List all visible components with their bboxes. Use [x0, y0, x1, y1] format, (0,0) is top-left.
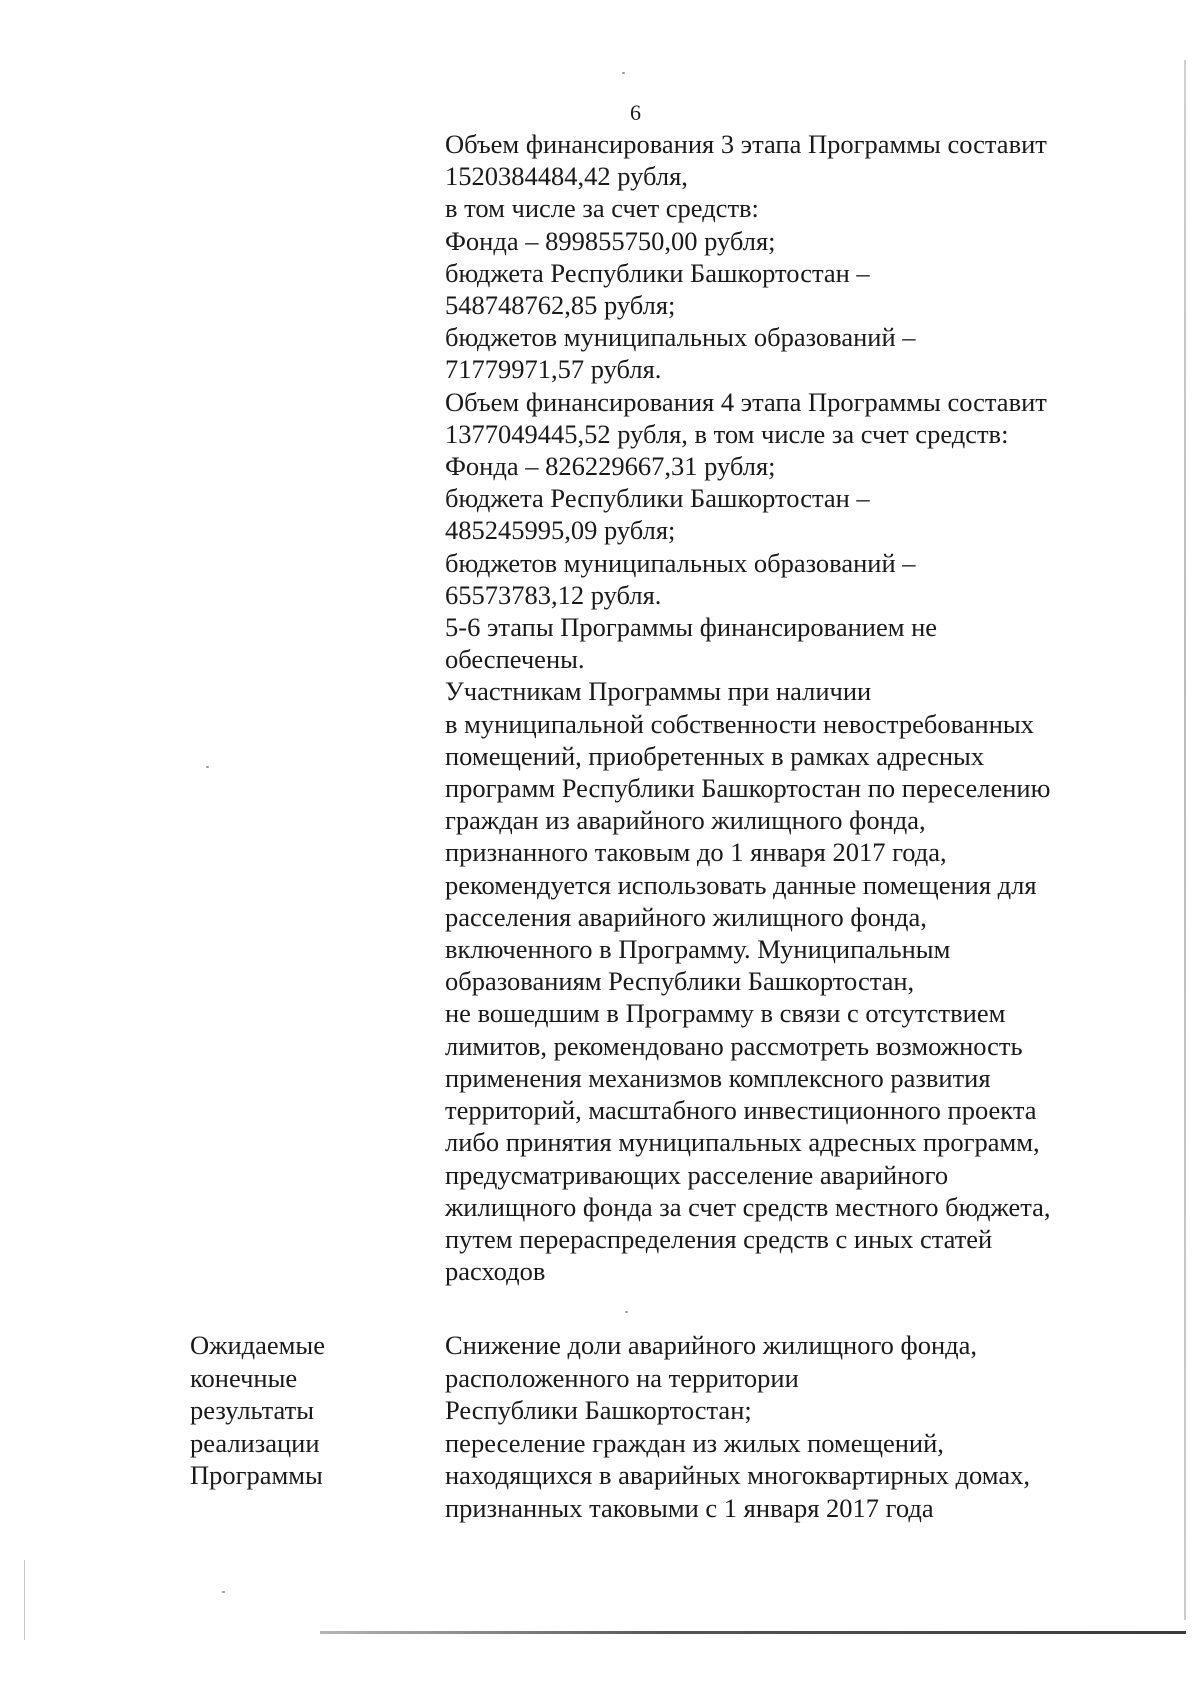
page-number: 6 [630, 100, 641, 125]
scan-edge-line [24, 1560, 25, 1640]
label-line: результаты [190, 1395, 314, 1425]
text-line: 548748762,85 рубля; [445, 290, 676, 321]
text-line: рекомендуется использовать данные помещения для [445, 869, 1037, 900]
text-line: признанных таковыми с 1 января 2017 года [445, 1492, 934, 1523]
scan-speck [206, 766, 209, 768]
text-line: включенного в Программу. Муниципальным [445, 934, 951, 965]
text-line: расселения аварийного жилищного фонда, [445, 901, 927, 932]
text-line: путем перераспределения средств с иных статей [445, 1223, 993, 1254]
text-line: не вошедшим в Программу в связи с отсутствием [445, 998, 1006, 1029]
text-line: в муниципальной собственности невостребованных [445, 708, 1034, 739]
text-line: лимитов, рекомендовано рассмотреть возможность [445, 1030, 1023, 1061]
label-line: реализации [190, 1427, 320, 1458]
scan-speck [222, 1591, 225, 1593]
text-line: Фонда – 899855750,00 рубля; [445, 225, 776, 256]
text-line: бюджета Республики Башкортостан – [445, 483, 870, 514]
scan-edge-line [1184, 60, 1186, 1620]
text-line: помещений, приобретенных в рамках адресных [445, 740, 985, 771]
text-line: территорий, масштабного инвестиционного проекта [445, 1095, 1037, 1126]
scan-speck [625, 1311, 628, 1313]
text-line: 1520384484,42 рубля, [445, 161, 688, 192]
text-line: бюджетов муниципальных образований – [445, 547, 916, 578]
text-line: переселение граждан из жилых помещений, [445, 1427, 944, 1458]
text-line: расположенного на территории [445, 1362, 799, 1393]
text-line: программ Республики Башкортостан по переселению [445, 773, 1051, 804]
scan-speck [622, 72, 625, 74]
text-line: признанного таковым до 1 января 2017 года, [445, 837, 947, 868]
label-line: Программы [190, 1460, 323, 1490]
text-line: Объем финансирования 3 этапа Программы составит [445, 129, 1047, 159]
text-line: 485245995,09 рубля; [445, 515, 676, 546]
text-line: применения механизмов комплексного развития [445, 1062, 991, 1093]
text-line: либо принятия муниципальных адресных программ, [445, 1127, 1040, 1158]
bottom-rule [320, 1631, 1186, 1634]
text-line: предусматривающих расселение аварийного [445, 1159, 949, 1190]
label-line: конечные [190, 1362, 298, 1393]
text-line: бюджетов муниципальных образований – [445, 322, 916, 353]
funding-text [445, 128, 1135, 1287]
text-line: находящихся в аварийных многоквартирных домах, [445, 1460, 1030, 1490]
text-line: 71779971,57 рубля. [445, 354, 662, 385]
text-line: граждан из аварийного жилищного фонда, [445, 805, 926, 836]
text-line: образованиям Республики Башкортостан, [445, 966, 915, 997]
text-line: Фонда – 826229667,31 рубля; [445, 451, 776, 482]
text-line: Участникам Программы при наличии [445, 676, 872, 707]
results-text [445, 1329, 1135, 1524]
text-line: обеспечены. [445, 644, 585, 675]
text-line: 1377049445,52 рубля, в том числе за счет средств: [445, 418, 1009, 449]
text-line: бюджета Республики Башкортостан – [445, 257, 870, 288]
results-label [190, 1329, 430, 1492]
text-line: в том числе за счет средств: [445, 193, 759, 224]
text-line: Снижение доли аварийного жилищного фонда, [445, 1330, 978, 1360]
text-line: 65573783,12 рубля. [445, 579, 662, 610]
text-line: Объем финансирования 4 этапа Программы составит [445, 386, 1047, 417]
label-line: Ожидаемые [190, 1330, 325, 1360]
text-line: расходов [445, 1256, 546, 1287]
text-line: жилищного фонда за счет средств местного бюджета, [445, 1191, 1051, 1222]
text-line: 5-6 этапы Программы финансированием не [445, 612, 938, 643]
text-line: Республики Башкортостан; [445, 1395, 752, 1425]
